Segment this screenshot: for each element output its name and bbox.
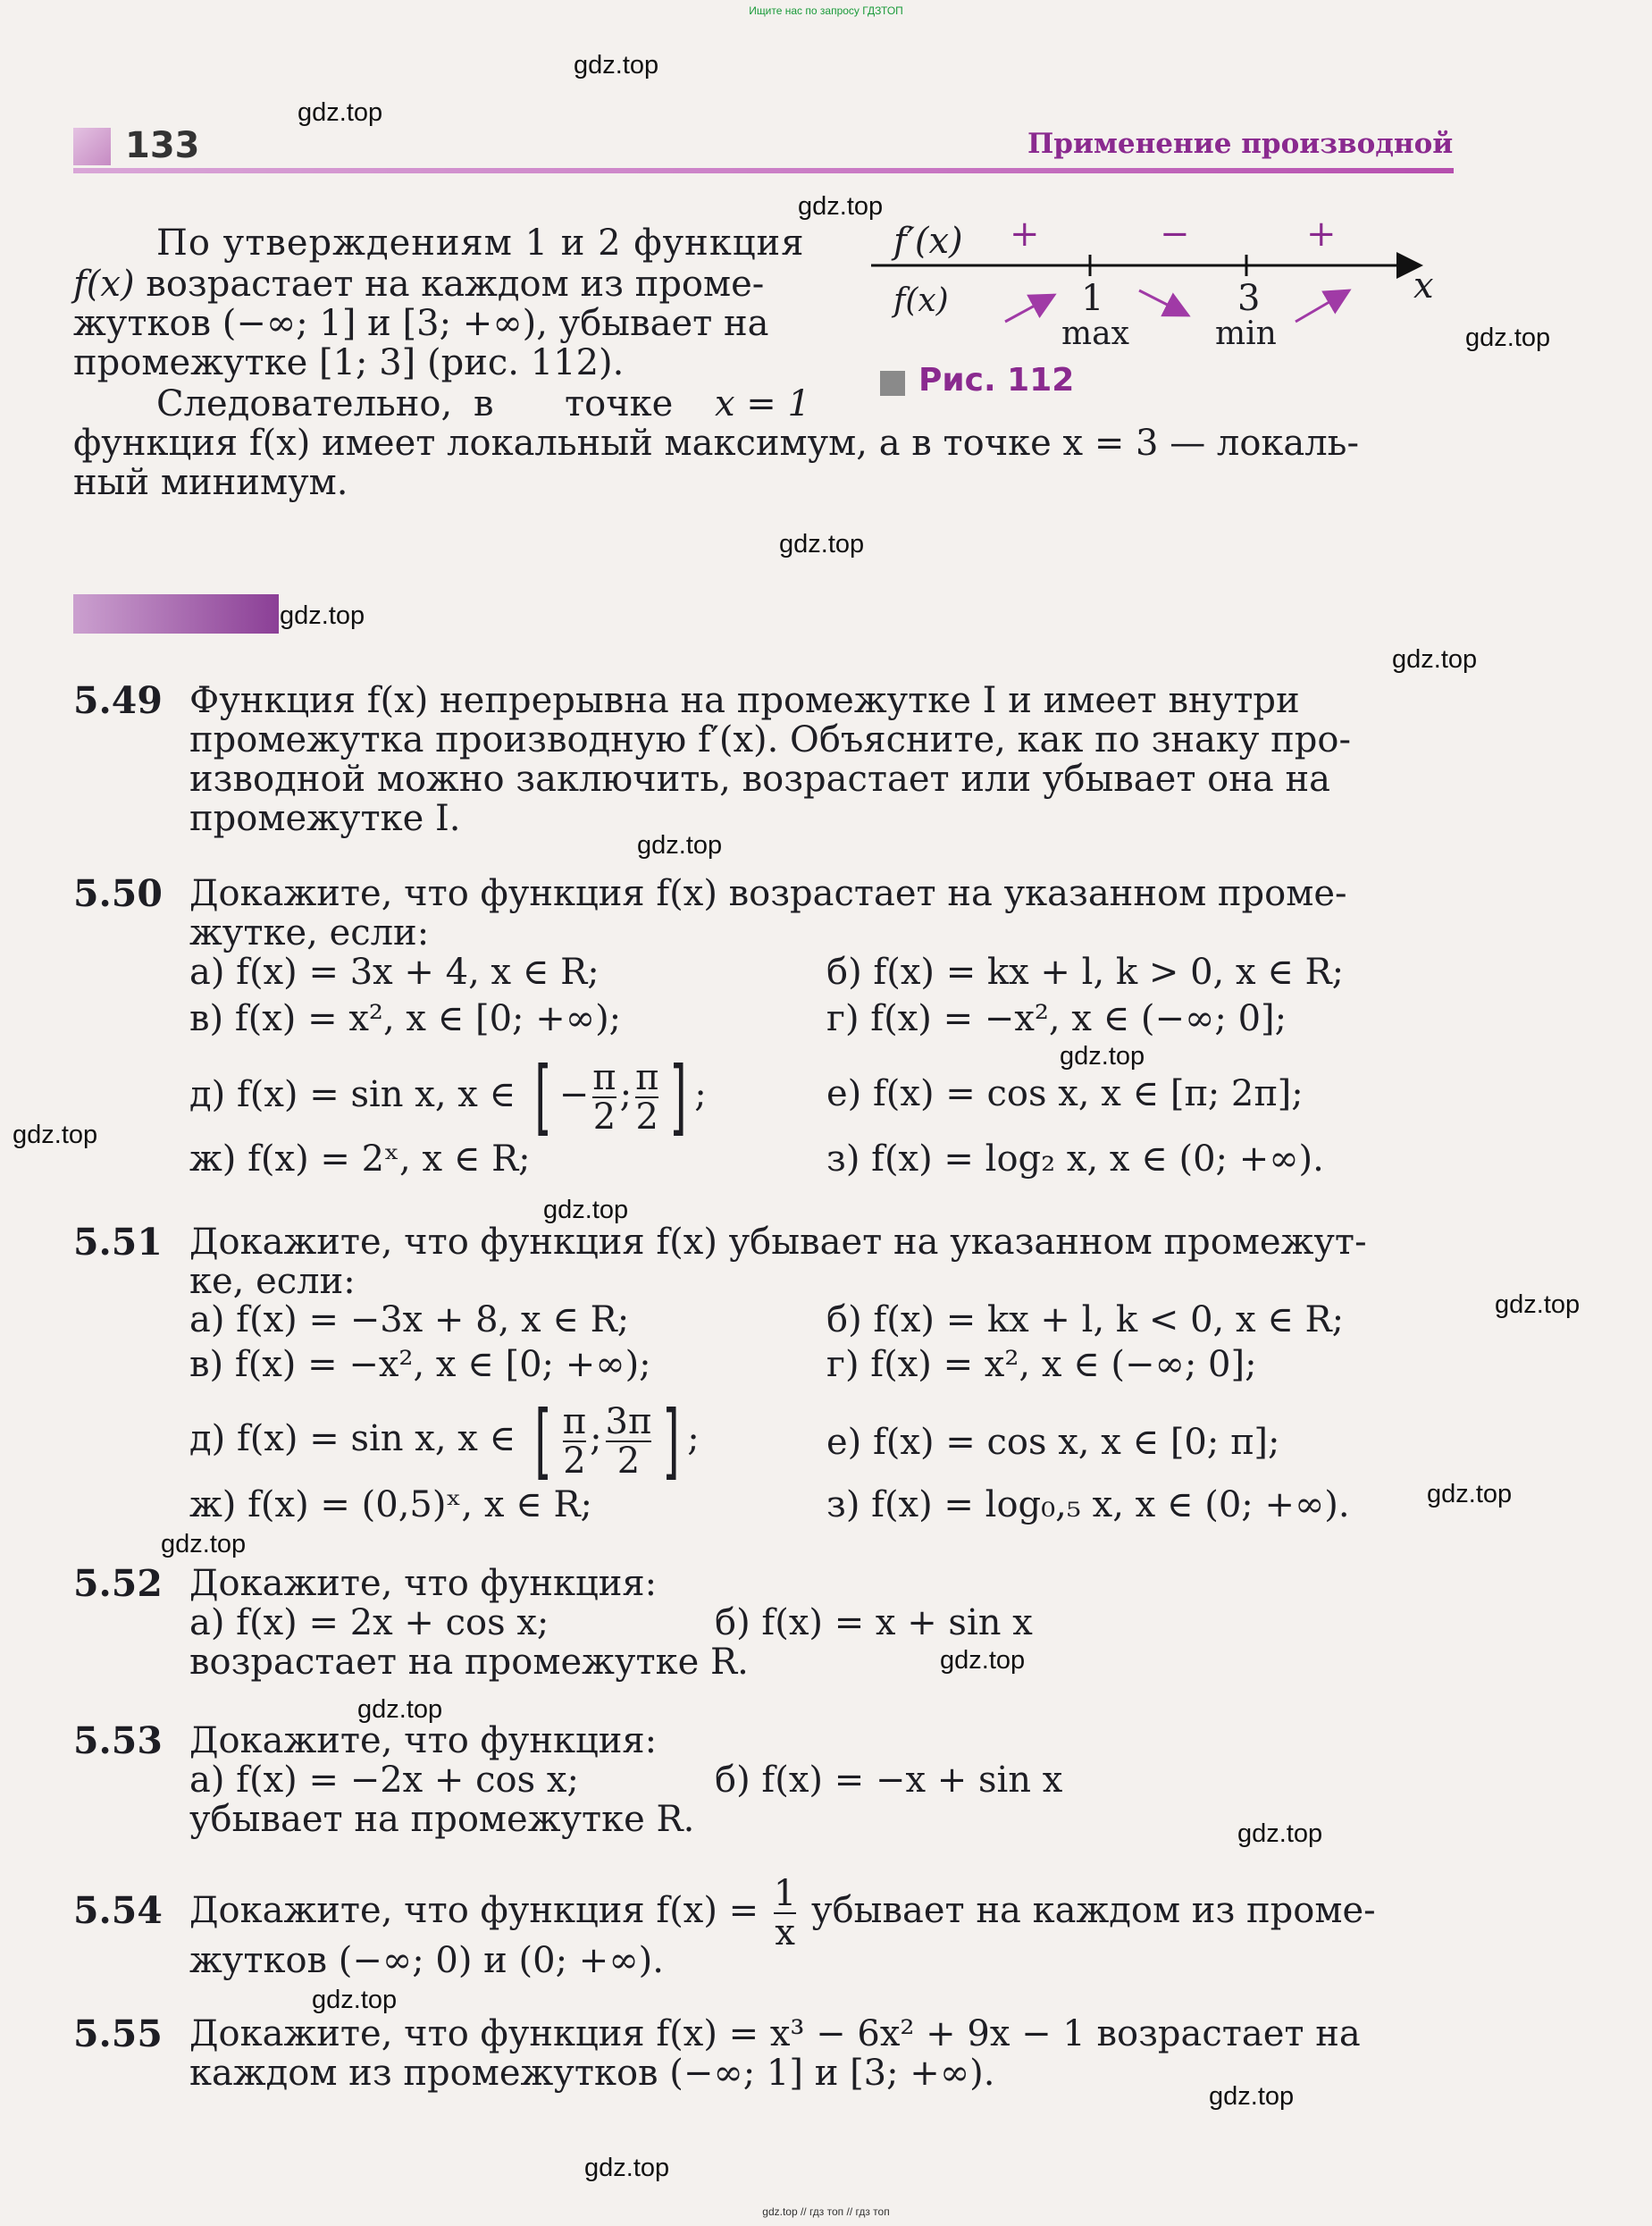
problem-5-51-zh: ж) f(x) = (0,5)ˣ, x ∈ R;	[189, 1484, 593, 1525]
problem-number-5-54: 5.54	[73, 1889, 163, 1932]
problem-5-52-line-1: Докажите, что функция:	[189, 1563, 658, 1604]
watermark: gdz.top	[1392, 645, 1478, 674]
watermark: gdz.top	[13, 1121, 98, 1149]
problem-5-50-d-text: д) f(x) = sin x, x ∈	[189, 1074, 516, 1115]
watermark: gdz.top	[357, 1695, 443, 1724]
intro-fx: f(x)	[73, 264, 147, 305]
intro-line-7: ный минимум.	[73, 462, 348, 503]
problem-number-5-50: 5.50	[73, 872, 163, 915]
left-bracket: [	[533, 1049, 552, 1145]
denominator: 2	[635, 1096, 658, 1138]
exercise-section-bar	[73, 594, 279, 634]
watermark: gdz.top	[779, 530, 865, 559]
figure-caption-marker	[880, 371, 905, 396]
watermark: gdz.top	[1427, 1480, 1513, 1508]
intro-line-2-text: возрастает на каждом из проме-	[146, 264, 765, 305]
watermark: gdz.top	[1060, 1042, 1145, 1071]
problem-5-51-a: а) f(x) = −3x + 8, x ∈ R;	[189, 1299, 630, 1340]
problem-5-53-a: а) f(x) = −2x + cos x;	[189, 1760, 579, 1801]
fig-sign-plus-1: +	[1010, 214, 1040, 255]
problem-5-53-b: б) f(x) = −x + sin x	[715, 1760, 1063, 1801]
right-bracket: ]	[669, 1049, 688, 1145]
problem-5-54-line-1a: Докажите, что функция f(x) =	[189, 1890, 759, 1931]
problem-5-50-line-1: Докажите, что функция f(x) возрастает на указанном проме-	[189, 873, 1347, 914]
problem-5-54-line-2: жутков (−∞; 0) и (0; +∞).	[189, 1940, 664, 1981]
fig-sign-minus: −	[1160, 214, 1190, 255]
figure-caption: Рис. 112	[918, 362, 1075, 399]
intro-line-4: промежутке [1; 3] (рис. 112).	[73, 342, 625, 383]
problem-number-5-49: 5.49	[73, 679, 163, 722]
watermark: gdz.top	[637, 831, 723, 860]
problem-5-50-d: д) f(x) = sin x, x ∈ [ − $\frac{\pi}{2}$ ; $\frac{\pi}{2}$ ] ;	[189, 1049, 707, 1145]
problem-5-50-e: е) f(x) = cos x, x ∈ [π; 2π];	[826, 1073, 1304, 1114]
watermark: gdz.top	[940, 1646, 1026, 1675]
left-bracket: [	[533, 1393, 552, 1489]
denominator: 2	[616, 1441, 641, 1482]
problem-5-51-line-1: Докажите, что функция f(x) убывает на указанном промежут-	[189, 1222, 1367, 1263]
arrow-decrease	[1139, 290, 1188, 315]
fig-point-3: 3	[1237, 278, 1261, 319]
intro-line-2	[73, 265, 764, 304]
intro-line-1: По утверждениям 1 и 2 функция	[156, 223, 805, 264]
page-number: 133	[125, 125, 200, 166]
problem-5-51-d-text: д) f(x) = sin x, x ∈	[189, 1418, 516, 1459]
numerator: π	[635, 1057, 659, 1098]
watermark: gdz.top	[1495, 1290, 1581, 1319]
problem-5-50-g: г) f(x) = −x², x ∈ (−∞; 0];	[826, 998, 1287, 1039]
intro-line-6: функция f(x) имеет локальный максимум, а в точке x = 3 — локаль-	[73, 423, 1359, 464]
problem-5-49-line-2: промежутка производную f′(x). Объясните, как по знаку про-	[189, 719, 1351, 760]
problem-number-5-53: 5.53	[73, 1719, 163, 1762]
numerator: 1	[773, 1873, 797, 1914]
section-title: Применение производной	[1027, 128, 1454, 160]
page-number-marker	[73, 128, 111, 165]
numerator: π	[562, 1401, 587, 1442]
denominator: x	[775, 1912, 795, 1953]
watermark: gdz.top	[312, 1986, 398, 2014]
watermark: gdz.top	[298, 98, 383, 127]
problem-5-52-line-3: возрастает на промежутке R.	[189, 1642, 749, 1683]
fraction	[774, 1875, 796, 1952]
problem-5-51-g: г) f(x) = x², x ∈ (−∞; 0];	[826, 1344, 1257, 1385]
problem-5-51-b: б) f(x) = kx + l, k < 0, x ∈ R;	[826, 1299, 1345, 1340]
intro-line-5d: x = 1	[715, 383, 810, 424]
numerator: π	[592, 1057, 616, 1098]
problem-5-55-line-2: каждом из промежутков (−∞; 1] и [3; +∞).	[189, 2053, 995, 2094]
watermark: gdz.top	[584, 2154, 670, 2182]
problem-5-51-e: е) f(x) = cos x, x ∈ [0; π];	[826, 1422, 1280, 1463]
problem-5-55-line-1: Докажите, что функция f(x) = x³ − 6x² + 9x − 1 возрастает на	[189, 2013, 1361, 2054]
watermark: gdz.top	[161, 1530, 247, 1558]
intro-line-5b: в	[474, 383, 494, 424]
problem-5-50-zh: ж) f(x) = 2ˣ, x ∈ R;	[189, 1138, 531, 1180]
problem-5-52-a: а) f(x) = 2x + cos x;	[189, 1602, 549, 1643]
fraction	[563, 1403, 586, 1480]
fraction	[635, 1059, 658, 1136]
denominator: 2	[592, 1096, 616, 1138]
watermark: gdz.top	[280, 601, 365, 630]
problem-5-50-v: в) f(x) = x², x ∈ [0; +∞);	[189, 998, 622, 1039]
watermark: gdz.top	[1237, 1819, 1323, 1848]
problem-5-51-v: в) f(x) = −x², x ∈ [0; +∞);	[189, 1344, 651, 1385]
problem-5-51-d: д) f(x) = sin x, x ∈ [ $\frac{\pi}{2}$ ; $\frac{3\pi}{2}$ ] ;	[189, 1393, 700, 1489]
fig-min-label: min	[1215, 315, 1277, 352]
top-note: Ищите нас по запросу ГДЗТОП	[749, 4, 903, 17]
fraction	[606, 1403, 652, 1480]
arrow-increase-1	[1005, 295, 1054, 322]
problem-5-49-line-4: промежутке I.	[189, 798, 461, 839]
problem-number-5-51: 5.51	[73, 1221, 163, 1264]
problem-5-50-a: а) f(x) = 3x + 4, x ∈ R;	[189, 952, 600, 993]
fig-fprime-label: f′(x)	[893, 221, 963, 262]
problem-5-54-line-1b: убывает на каждом из проме-	[811, 1890, 1376, 1931]
problem-number-5-52: 5.52	[73, 1562, 163, 1605]
watermark: gdz.top	[1465, 323, 1551, 352]
bottom-note: gdz.top // гдз топ // гдз топ	[762, 2205, 890, 2218]
problem-5-53-line-1: Докажите, что функция:	[189, 1720, 658, 1761]
problem-5-49-line-3: изводной можно заключить, возрастает или убывает она на	[189, 759, 1330, 800]
fraction	[592, 1059, 616, 1136]
intro-line-5c: точке	[565, 383, 674, 424]
watermark: gdz.top	[1209, 2082, 1295, 2111]
problem-5-49-line-1: Функция f(x) непрерывна на промежутке I и имеет внутри	[189, 680, 1300, 721]
intro-line-3: жутков (−∞; 1] и [3; +∞), убывает на	[73, 303, 769, 344]
watermark: gdz.top	[574, 51, 659, 80]
problem-5-52-b: б) f(x) = x + sin x	[715, 1602, 1033, 1643]
problem-number-5-55: 5.55	[73, 2012, 163, 2055]
header-rule	[73, 168, 1454, 173]
watermark: gdz.top	[543, 1196, 629, 1224]
problem-5-50-line-2: жутке, если:	[189, 912, 430, 953]
arrow-increase-2	[1296, 290, 1349, 322]
right-bracket: ]	[662, 1393, 681, 1489]
problem-5-51-line-2: ке, если:	[189, 1261, 356, 1302]
intro-line-5a: Следовательно,	[156, 383, 453, 424]
fig-f-label: f(x)	[893, 282, 949, 319]
problem-5-50-b: б) f(x) = kx + l, k > 0, x ∈ R;	[826, 952, 1345, 993]
fig-sign-plus-2: +	[1306, 214, 1337, 255]
watermark: gdz.top	[798, 192, 884, 221]
problem-5-50-z: з) f(x) = log₂ x, x ∈ (0; +∞).	[826, 1138, 1324, 1180]
denominator: 2	[563, 1441, 586, 1482]
numerator: 3π	[605, 1401, 652, 1442]
fig-max-label: max	[1061, 315, 1129, 352]
problem-5-51-z: з) f(x) = log₀,₅ x, x ∈ (0; +∞).	[826, 1484, 1350, 1525]
problem-5-53-line-3: убывает на промежутке R.	[189, 1799, 695, 1840]
fig-x-label: x	[1413, 265, 1434, 307]
fig-point-1: 1	[1081, 278, 1104, 319]
